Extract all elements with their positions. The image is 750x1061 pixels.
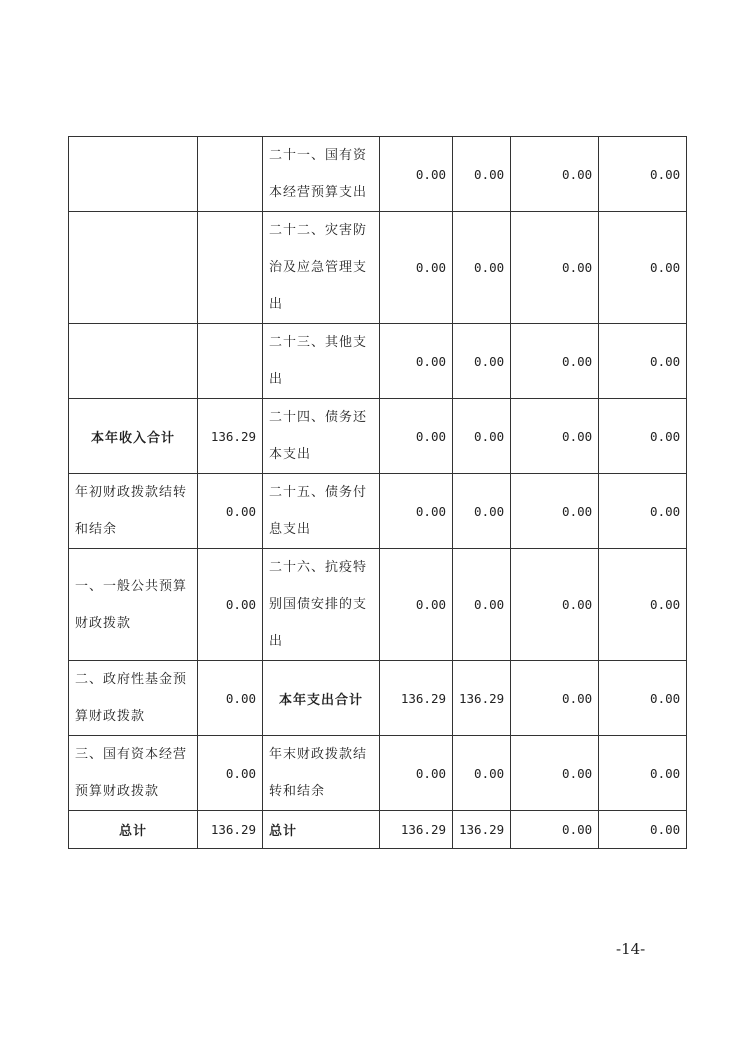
income-label-cell: 三、国有资本经营预算财政拨款 bbox=[69, 736, 198, 811]
table-row bbox=[69, 399, 687, 474]
income-value-cell bbox=[198, 212, 263, 324]
expense-label-cell: 年末财政拨款结转和结余 bbox=[263, 736, 380, 811]
value-cell: 0.00 bbox=[599, 212, 687, 324]
budget-table-container bbox=[68, 136, 687, 849]
income-value-cell: 0.00 bbox=[198, 736, 263, 811]
income-label-cell: 二、政府性基金预算财政拨款 bbox=[69, 661, 198, 736]
value-cell: 0.00 bbox=[380, 137, 453, 212]
value-cell: 0.00 bbox=[453, 399, 511, 474]
table-row bbox=[69, 549, 687, 661]
income-value-cell: 0.00 bbox=[198, 474, 263, 549]
value-cell: 0.00 bbox=[599, 736, 687, 811]
expense-label-cell: 二十一、国有资本经营预算支出 bbox=[263, 137, 380, 212]
value-cell: 136.29 bbox=[453, 661, 511, 736]
page-number: -14- bbox=[616, 940, 646, 958]
income-label-cell: 年初财政拨款结转和结余 bbox=[69, 474, 198, 549]
grand-total-label-cell: 总计 bbox=[69, 811, 198, 849]
value-cell: 0.00 bbox=[380, 399, 453, 474]
value-cell: 0.00 bbox=[453, 736, 511, 811]
table-row bbox=[69, 474, 687, 549]
value-cell: 0.00 bbox=[453, 212, 511, 324]
value-cell: 0.00 bbox=[511, 474, 599, 549]
value-cell: 0.00 bbox=[511, 137, 599, 212]
income-total-label-cell: 本年收入合计 bbox=[69, 399, 198, 474]
value-cell: 0.00 bbox=[380, 549, 453, 661]
expense-total-label-cell: 本年支出合计 bbox=[263, 661, 380, 736]
table-row bbox=[69, 811, 687, 849]
value-cell: 0.00 bbox=[380, 324, 453, 399]
value-cell: 136.29 bbox=[453, 811, 511, 849]
income-value-cell: 136.29 bbox=[198, 811, 263, 849]
income-value-cell bbox=[198, 137, 263, 212]
income-label-cell bbox=[69, 212, 198, 324]
income-value-cell: 136.29 bbox=[198, 399, 263, 474]
value-cell: 0.00 bbox=[380, 212, 453, 324]
income-label-cell: 一、一般公共预算财政拨款 bbox=[69, 549, 198, 661]
value-cell: 0.00 bbox=[599, 661, 687, 736]
value-cell: 0.00 bbox=[511, 811, 599, 849]
income-value-cell: 0.00 bbox=[198, 661, 263, 736]
value-cell: 0.00 bbox=[453, 549, 511, 661]
value-cell: 0.00 bbox=[599, 811, 687, 849]
income-value-cell bbox=[198, 324, 263, 399]
value-cell: 136.29 bbox=[380, 811, 453, 849]
value-cell: 0.00 bbox=[453, 474, 511, 549]
value-cell: 0.00 bbox=[599, 137, 687, 212]
income-value-cell: 0.00 bbox=[198, 549, 263, 661]
expense-label-cell: 二十三、其他支出 bbox=[263, 324, 380, 399]
value-cell: 0.00 bbox=[453, 137, 511, 212]
table-row bbox=[69, 137, 687, 212]
income-label-cell bbox=[69, 137, 198, 212]
value-cell: 0.00 bbox=[453, 324, 511, 399]
table-row bbox=[69, 212, 687, 324]
value-cell: 0.00 bbox=[511, 212, 599, 324]
table-row bbox=[69, 661, 687, 736]
expense-label-cell: 二十四、债务还本支出 bbox=[263, 399, 380, 474]
expense-label-cell: 二十二、灾害防治及应急管理支出 bbox=[263, 212, 380, 324]
table-row bbox=[69, 324, 687, 399]
value-cell: 0.00 bbox=[599, 549, 687, 661]
table-row bbox=[69, 736, 687, 811]
value-cell: 0.00 bbox=[511, 549, 599, 661]
value-cell: 0.00 bbox=[599, 324, 687, 399]
value-cell: 0.00 bbox=[599, 474, 687, 549]
value-cell: 136.29 bbox=[380, 661, 453, 736]
expense-label-cell: 二十五、债务付息支出 bbox=[263, 474, 380, 549]
value-cell: 0.00 bbox=[380, 474, 453, 549]
value-cell: 0.00 bbox=[511, 661, 599, 736]
budget-table bbox=[68, 136, 687, 849]
income-label-cell bbox=[69, 324, 198, 399]
value-cell: 0.00 bbox=[380, 736, 453, 811]
expense-label-cell: 二十六、抗疫特别国债安排的支出 bbox=[263, 549, 380, 661]
value-cell: 0.00 bbox=[511, 324, 599, 399]
value-cell: 0.00 bbox=[599, 399, 687, 474]
value-cell: 0.00 bbox=[511, 399, 599, 474]
value-cell: 0.00 bbox=[511, 736, 599, 811]
grand-total-label-cell: 总计 bbox=[263, 811, 380, 849]
